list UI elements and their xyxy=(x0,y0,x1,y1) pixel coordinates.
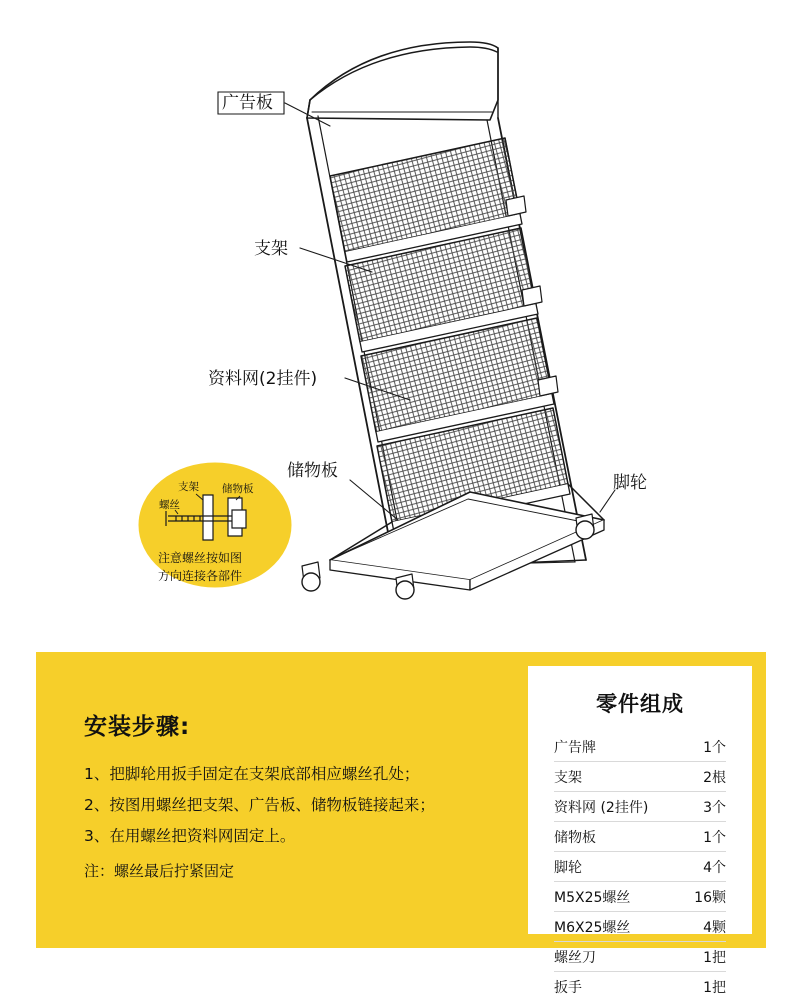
parts-table xyxy=(554,732,726,1001)
part-name: M5X25螺丝 xyxy=(554,882,683,912)
table-row xyxy=(554,732,726,762)
detail-note-line2: 方向连接各部件 xyxy=(158,568,242,583)
part-name: 广告牌 xyxy=(554,732,683,762)
label-caster: 脚轮 xyxy=(613,473,647,493)
list-item: 3、在用螺丝把资料网固定上。 xyxy=(84,821,528,852)
part-qty: 1把 xyxy=(683,942,726,972)
table-row xyxy=(554,792,726,822)
label-storage-board: 储物板 xyxy=(287,461,338,481)
table-row xyxy=(554,942,726,972)
part-qty: 1个 xyxy=(683,732,726,762)
part-qty: 2根 xyxy=(683,762,726,792)
list-item: 1、把脚轮用扳手固定在支架底部相应螺丝孔处； xyxy=(84,759,528,790)
parts-list-panel xyxy=(528,666,752,934)
part-name: M6X25螺丝 xyxy=(554,912,683,942)
installation-steps-panel xyxy=(36,652,528,948)
steps-list xyxy=(84,759,528,852)
table-row xyxy=(554,852,726,882)
detail-label-bracket: 支架 xyxy=(178,480,199,493)
part-qty: 1个 xyxy=(683,822,726,852)
part-name: 螺丝刀 xyxy=(554,942,683,972)
part-name: 资料网 (2挂件) xyxy=(554,792,683,822)
part-name: 脚轮 xyxy=(554,852,683,882)
part-qty: 4个 xyxy=(683,852,726,882)
detail-note-line1: 注意螺丝按如图 xyxy=(158,550,242,565)
table-row xyxy=(554,972,726,1001)
detail-label-screw: 螺丝 xyxy=(159,498,180,511)
table-row xyxy=(554,882,726,912)
table-row xyxy=(554,822,726,852)
steps-title: 安装步骤: xyxy=(84,708,528,741)
table-row xyxy=(554,762,726,792)
part-name: 支架 xyxy=(554,762,683,792)
part-qty: 4颗 xyxy=(683,912,726,942)
list-item: 2、按图用螺丝把支架、广告板、储物板链接起来； xyxy=(84,790,528,821)
part-qty: 16颗 xyxy=(683,882,726,912)
detail-label-storage-board: 储物板 xyxy=(222,482,254,495)
label-ad-board: 广告板 xyxy=(222,93,273,113)
part-name: 储物板 xyxy=(554,822,683,852)
part-name: 扳手 xyxy=(554,972,683,1001)
parts-title: 零件组成 xyxy=(554,688,726,718)
ad-board-part xyxy=(307,42,498,120)
steps-note: 注：螺丝最后拧紧固定 xyxy=(84,856,528,886)
part-qty: 1把 xyxy=(683,972,726,1001)
mesh-shelf-group xyxy=(330,138,570,532)
detail-bubble xyxy=(139,463,291,587)
label-bracket: 支架 xyxy=(254,239,288,259)
label-mesh: 资料网(2挂件) xyxy=(208,369,317,389)
part-qty: 3个 xyxy=(683,792,726,822)
bottom-info-panel xyxy=(36,652,766,948)
storage-board-part xyxy=(330,492,604,590)
table-row xyxy=(554,912,726,942)
